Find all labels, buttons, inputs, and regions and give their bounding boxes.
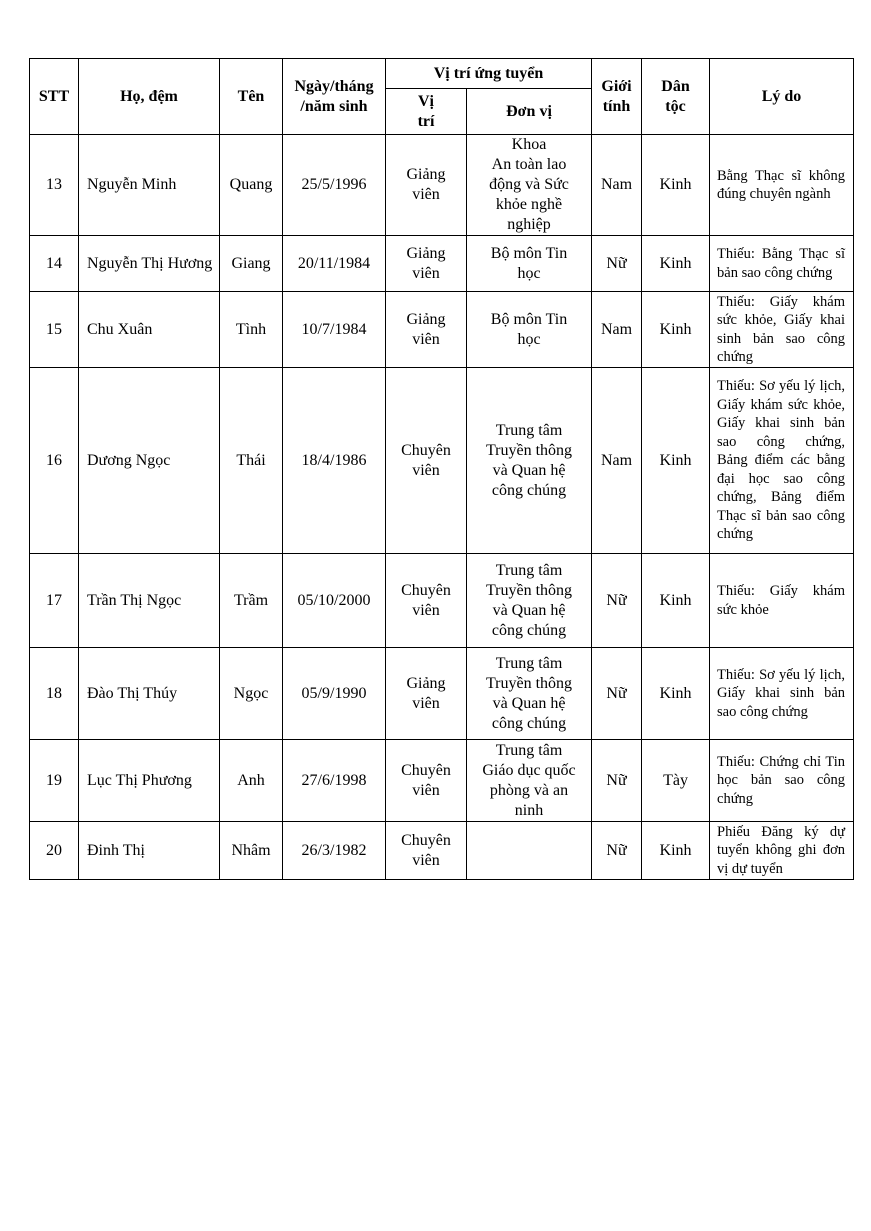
- cell-don-vi: [467, 822, 592, 880]
- header-dan-toc: Dân tộc: [642, 59, 710, 135]
- table-row: [30, 236, 854, 292]
- cell-vi-tri-text: Giảng viên: [406, 244, 446, 282]
- cell-vi-tri: [386, 554, 467, 648]
- cell-don-vi-text: Trung tâm Truyền thông và Quan hệ công chúng: [485, 654, 573, 732]
- cell-ho-dem-text: Lục Thị Phương: [87, 771, 192, 789]
- cell-vi-tri: [386, 236, 467, 292]
- cell-ho-dem-text: Đào Thị Thúy: [87, 684, 178, 702]
- cell-gioi-tinh-text: Nam: [600, 451, 633, 469]
- cell-don-vi-text: Bộ môn Tin học: [490, 244, 568, 282]
- cell-don-vi: [467, 648, 592, 740]
- cell-ly-do-text: Thiếu: Chứng chỉ Tin học bản sao công chứng: [717, 753, 846, 807]
- cell-ly-do: [710, 822, 854, 880]
- header-ly-do: Lý do: [710, 59, 854, 135]
- header-gioi-tinh: Giới tính: [592, 59, 642, 135]
- cell-ly-do: [710, 292, 854, 368]
- header-ten: Tên: [220, 59, 283, 135]
- cell-dan-toc-text: Tày: [663, 771, 688, 789]
- header-vi-tri: Vị trí: [386, 89, 467, 135]
- cell-don-vi: [467, 292, 592, 368]
- cell-gioi-tinh: [592, 648, 642, 740]
- cell-ten: [220, 368, 283, 554]
- cell-stt-text: 14: [46, 254, 62, 272]
- cell-stt: [30, 648, 79, 740]
- header-vi-tri-ung-tuyen: Vị trí ứng tuyển: [386, 59, 592, 89]
- cell-gioi-tinh: [592, 554, 642, 648]
- cell-ngay-sinh: [283, 368, 386, 554]
- cell-ngay-sinh: [283, 740, 386, 822]
- cell-don-vi: [467, 368, 592, 554]
- cell-stt: [30, 236, 79, 292]
- cell-ho-dem: [79, 554, 220, 648]
- cell-don-vi-text: Trung tâm Truyền thông và Quan hệ công chúng: [485, 561, 573, 639]
- cell-ngay-sinh-text: 18/4/1986: [301, 451, 367, 469]
- cell-gioi-tinh: [592, 740, 642, 822]
- cell-ho-dem-text: Nguyễn Thị Hương: [87, 254, 213, 272]
- cell-dan-toc: [642, 740, 710, 822]
- cell-ly-do: [710, 135, 854, 236]
- cell-vi-tri: [386, 740, 467, 822]
- cell-stt-text: 20: [46, 841, 62, 859]
- header-stt: STT: [30, 59, 79, 135]
- cell-stt: [30, 368, 79, 554]
- cell-gioi-tinh: [592, 135, 642, 236]
- cell-ho-dem: [79, 292, 220, 368]
- cell-ly-do: [710, 740, 854, 822]
- cell-vi-tri: [386, 822, 467, 880]
- cell-ho-dem-text: Trần Thị Ngọc: [87, 591, 182, 609]
- cell-dan-toc-text: Kinh: [659, 254, 692, 272]
- cell-ly-do: [710, 648, 854, 740]
- table-header: [30, 59, 854, 135]
- table-row: [30, 135, 854, 236]
- cell-stt-text: 16: [46, 451, 62, 469]
- cell-stt-text: 19: [46, 771, 62, 789]
- cell-ho-dem-text: Đinh Thị: [87, 841, 145, 859]
- cell-vi-tri-text: Chuyên viên: [401, 761, 451, 799]
- cell-ly-do: [710, 368, 854, 554]
- cell-ngay-sinh: [283, 648, 386, 740]
- cell-don-vi-text: Khoa An toàn lao động và Sức khỏe nghề nghiệp: [489, 136, 569, 233]
- cell-vi-tri: [386, 292, 467, 368]
- cell-gioi-tinh-text: Nữ: [606, 254, 627, 272]
- cell-vi-tri-text: Giảng viên: [406, 310, 446, 348]
- cell-vi-tri-text: Chuyên viên: [401, 441, 451, 479]
- cell-dan-toc: [642, 236, 710, 292]
- cell-gioi-tinh: [592, 236, 642, 292]
- cell-stt-text: 15: [46, 320, 62, 338]
- cell-ten: [220, 648, 283, 740]
- cell-ly-do: [710, 236, 854, 292]
- cell-vi-tri: [386, 135, 467, 236]
- cell-ho-dem-text: Dương Ngọc: [87, 451, 171, 469]
- cell-don-vi-text: Trung tâm Truyền thông và Quan hệ công chúng: [485, 421, 573, 499]
- cell-ho-dem: [79, 135, 220, 236]
- cell-stt-text: 18: [46, 684, 62, 702]
- table-row: [30, 554, 854, 648]
- cell-dan-toc: [642, 648, 710, 740]
- cell-ten-text: Quang: [229, 176, 273, 193]
- cell-ten-text: Tình: [235, 320, 267, 338]
- cell-ho-dem: [79, 368, 220, 554]
- cell-ho-dem-text: Nguyễn Minh: [87, 176, 177, 193]
- cell-dan-toc: [642, 368, 710, 554]
- cell-stt: [30, 554, 79, 648]
- cell-ly-do: [710, 554, 854, 648]
- cell-dan-toc-text: Kinh: [659, 451, 692, 469]
- cell-stt: [30, 822, 79, 880]
- table-row: [30, 368, 854, 554]
- cell-vi-tri: [386, 648, 467, 740]
- cell-ngay-sinh-text: 27/6/1998: [301, 771, 367, 789]
- cell-ten: [220, 822, 283, 880]
- cell-ho-dem: [79, 648, 220, 740]
- table-row: [30, 648, 854, 740]
- cell-ten-text: Anh: [237, 771, 265, 789]
- cell-ten-text: Trầm: [233, 591, 269, 609]
- cell-ngay-sinh-text: 10/7/1984: [301, 320, 367, 338]
- cell-vi-tri-text: Chuyên viên: [401, 581, 451, 619]
- cell-ngay-sinh-text: 20/11/1984: [297, 254, 371, 272]
- cell-ngay-sinh-text: 25/5/1996: [301, 176, 367, 193]
- cell-ly-do-text: Phiếu Đăng ký dự tuyển không ghi đơn vị dự tuyển: [717, 823, 846, 877]
- cell-don-vi: [467, 135, 592, 236]
- cell-ten-text: Thái: [236, 451, 266, 469]
- cell-ly-do-text: Thiếu: Giấy khám sức khỏe: [717, 583, 846, 618]
- cell-ngay-sinh: [283, 822, 386, 880]
- cell-ngay-sinh-text: 05/10/2000: [297, 591, 371, 609]
- cell-gioi-tinh: [592, 822, 642, 880]
- cell-vi-tri-text: Chuyên viên: [401, 831, 451, 869]
- table-row: [30, 740, 854, 822]
- cell-gioi-tinh-text: Nữ: [606, 684, 627, 702]
- cell-dan-toc: [642, 554, 710, 648]
- cell-gioi-tinh-text: Nữ: [606, 771, 627, 789]
- cell-ten: [220, 236, 283, 292]
- cell-ten-text: Ngọc: [233, 684, 269, 702]
- cell-gioi-tinh-text: Nam: [600, 176, 633, 193]
- cell-gioi-tinh-text: Nữ: [606, 841, 627, 859]
- cell-ly-do-text: Thiếu: Sơ yếu lý lịch, Giấy khám sức khỏe, Giấy khai sinh bản sao công chứng, Bảng điểm các bằng đại học sao công chứng, Bảng điểm Thạc sĩ bản sao công chứng: [717, 378, 846, 543]
- cell-ly-do-text: Thiếu: Bằng Thạc sĩ bản sao công chứng: [717, 246, 846, 281]
- table-row: [30, 292, 854, 368]
- cell-don-vi: [467, 236, 592, 292]
- cell-ly-do-text: Thiếu: Sơ yếu lý lịch, Giấy khai sinh bản sao công chứng: [717, 666, 846, 720]
- cell-ten: [220, 292, 283, 368]
- table-row: [30, 822, 854, 880]
- cell-ngay-sinh-text: 26/3/1982: [301, 841, 367, 859]
- cell-ly-do-text: Thiếu: Giấy khám sức khỏe, Giấy khai sinh bản sao công chứng: [717, 293, 846, 365]
- cell-gioi-tinh-text: Nữ: [606, 591, 627, 609]
- cell-stt-text: 17: [46, 591, 62, 609]
- cell-stt: [30, 135, 79, 236]
- cell-vi-tri-text: Giảng viên: [406, 166, 446, 203]
- cell-ho-dem: [79, 236, 220, 292]
- cell-ten: [220, 135, 283, 236]
- cell-ten-text: Nhâm: [231, 841, 271, 859]
- cell-dan-toc-text: Kinh: [659, 841, 692, 859]
- cell-dan-toc-text: Kinh: [659, 684, 692, 702]
- cell-don-vi-text: Trung tâm Giáo dục quốc phòng và an ninh: [482, 741, 576, 819]
- cell-ho-dem: [79, 822, 220, 880]
- cell-ho-dem-text: Chu Xuân: [87, 320, 153, 338]
- cell-gioi-tinh: [592, 292, 642, 368]
- header-don-vi: Đơn vị: [467, 89, 592, 135]
- cell-dan-toc-text: Kinh: [659, 320, 692, 338]
- cell-gioi-tinh: [592, 368, 642, 554]
- cell-don-vi: [467, 740, 592, 822]
- cell-don-vi-text: Bộ môn Tin học: [490, 310, 568, 348]
- cell-stt-text: 13: [46, 176, 62, 193]
- cell-dan-toc: [642, 292, 710, 368]
- cell-stt: [30, 740, 79, 822]
- cell-ten: [220, 740, 283, 822]
- header-ngay-sinh: Ngày/tháng /năm sinh: [283, 59, 386, 135]
- cell-ho-dem: [79, 740, 220, 822]
- cell-ten: [220, 554, 283, 648]
- cell-vi-tri: [386, 368, 467, 554]
- cell-ngay-sinh: [283, 292, 386, 368]
- cell-ngay-sinh: [283, 135, 386, 236]
- header-ho-dem: Họ, đệm: [79, 59, 220, 135]
- cell-ngay-sinh: [283, 236, 386, 292]
- cell-ngay-sinh-text: 05/9/1990: [301, 684, 367, 702]
- cell-stt: [30, 292, 79, 368]
- cell-don-vi: [467, 554, 592, 648]
- cell-vi-tri-text: Giảng viên: [406, 674, 446, 712]
- cell-ngay-sinh: [283, 554, 386, 648]
- candidate-table: [29, 58, 854, 880]
- cell-dan-toc-text: Kinh: [659, 176, 692, 193]
- cell-ten-text: Giang: [231, 254, 271, 272]
- cell-ly-do-text: Bằng Thạc sĩ không đúng chuyên ngành: [717, 167, 846, 202]
- cell-dan-toc: [642, 822, 710, 880]
- cell-dan-toc: [642, 135, 710, 236]
- cell-dan-toc-text: Kinh: [659, 591, 692, 609]
- cell-gioi-tinh-text: Nam: [600, 320, 633, 338]
- table-body: [30, 135, 854, 880]
